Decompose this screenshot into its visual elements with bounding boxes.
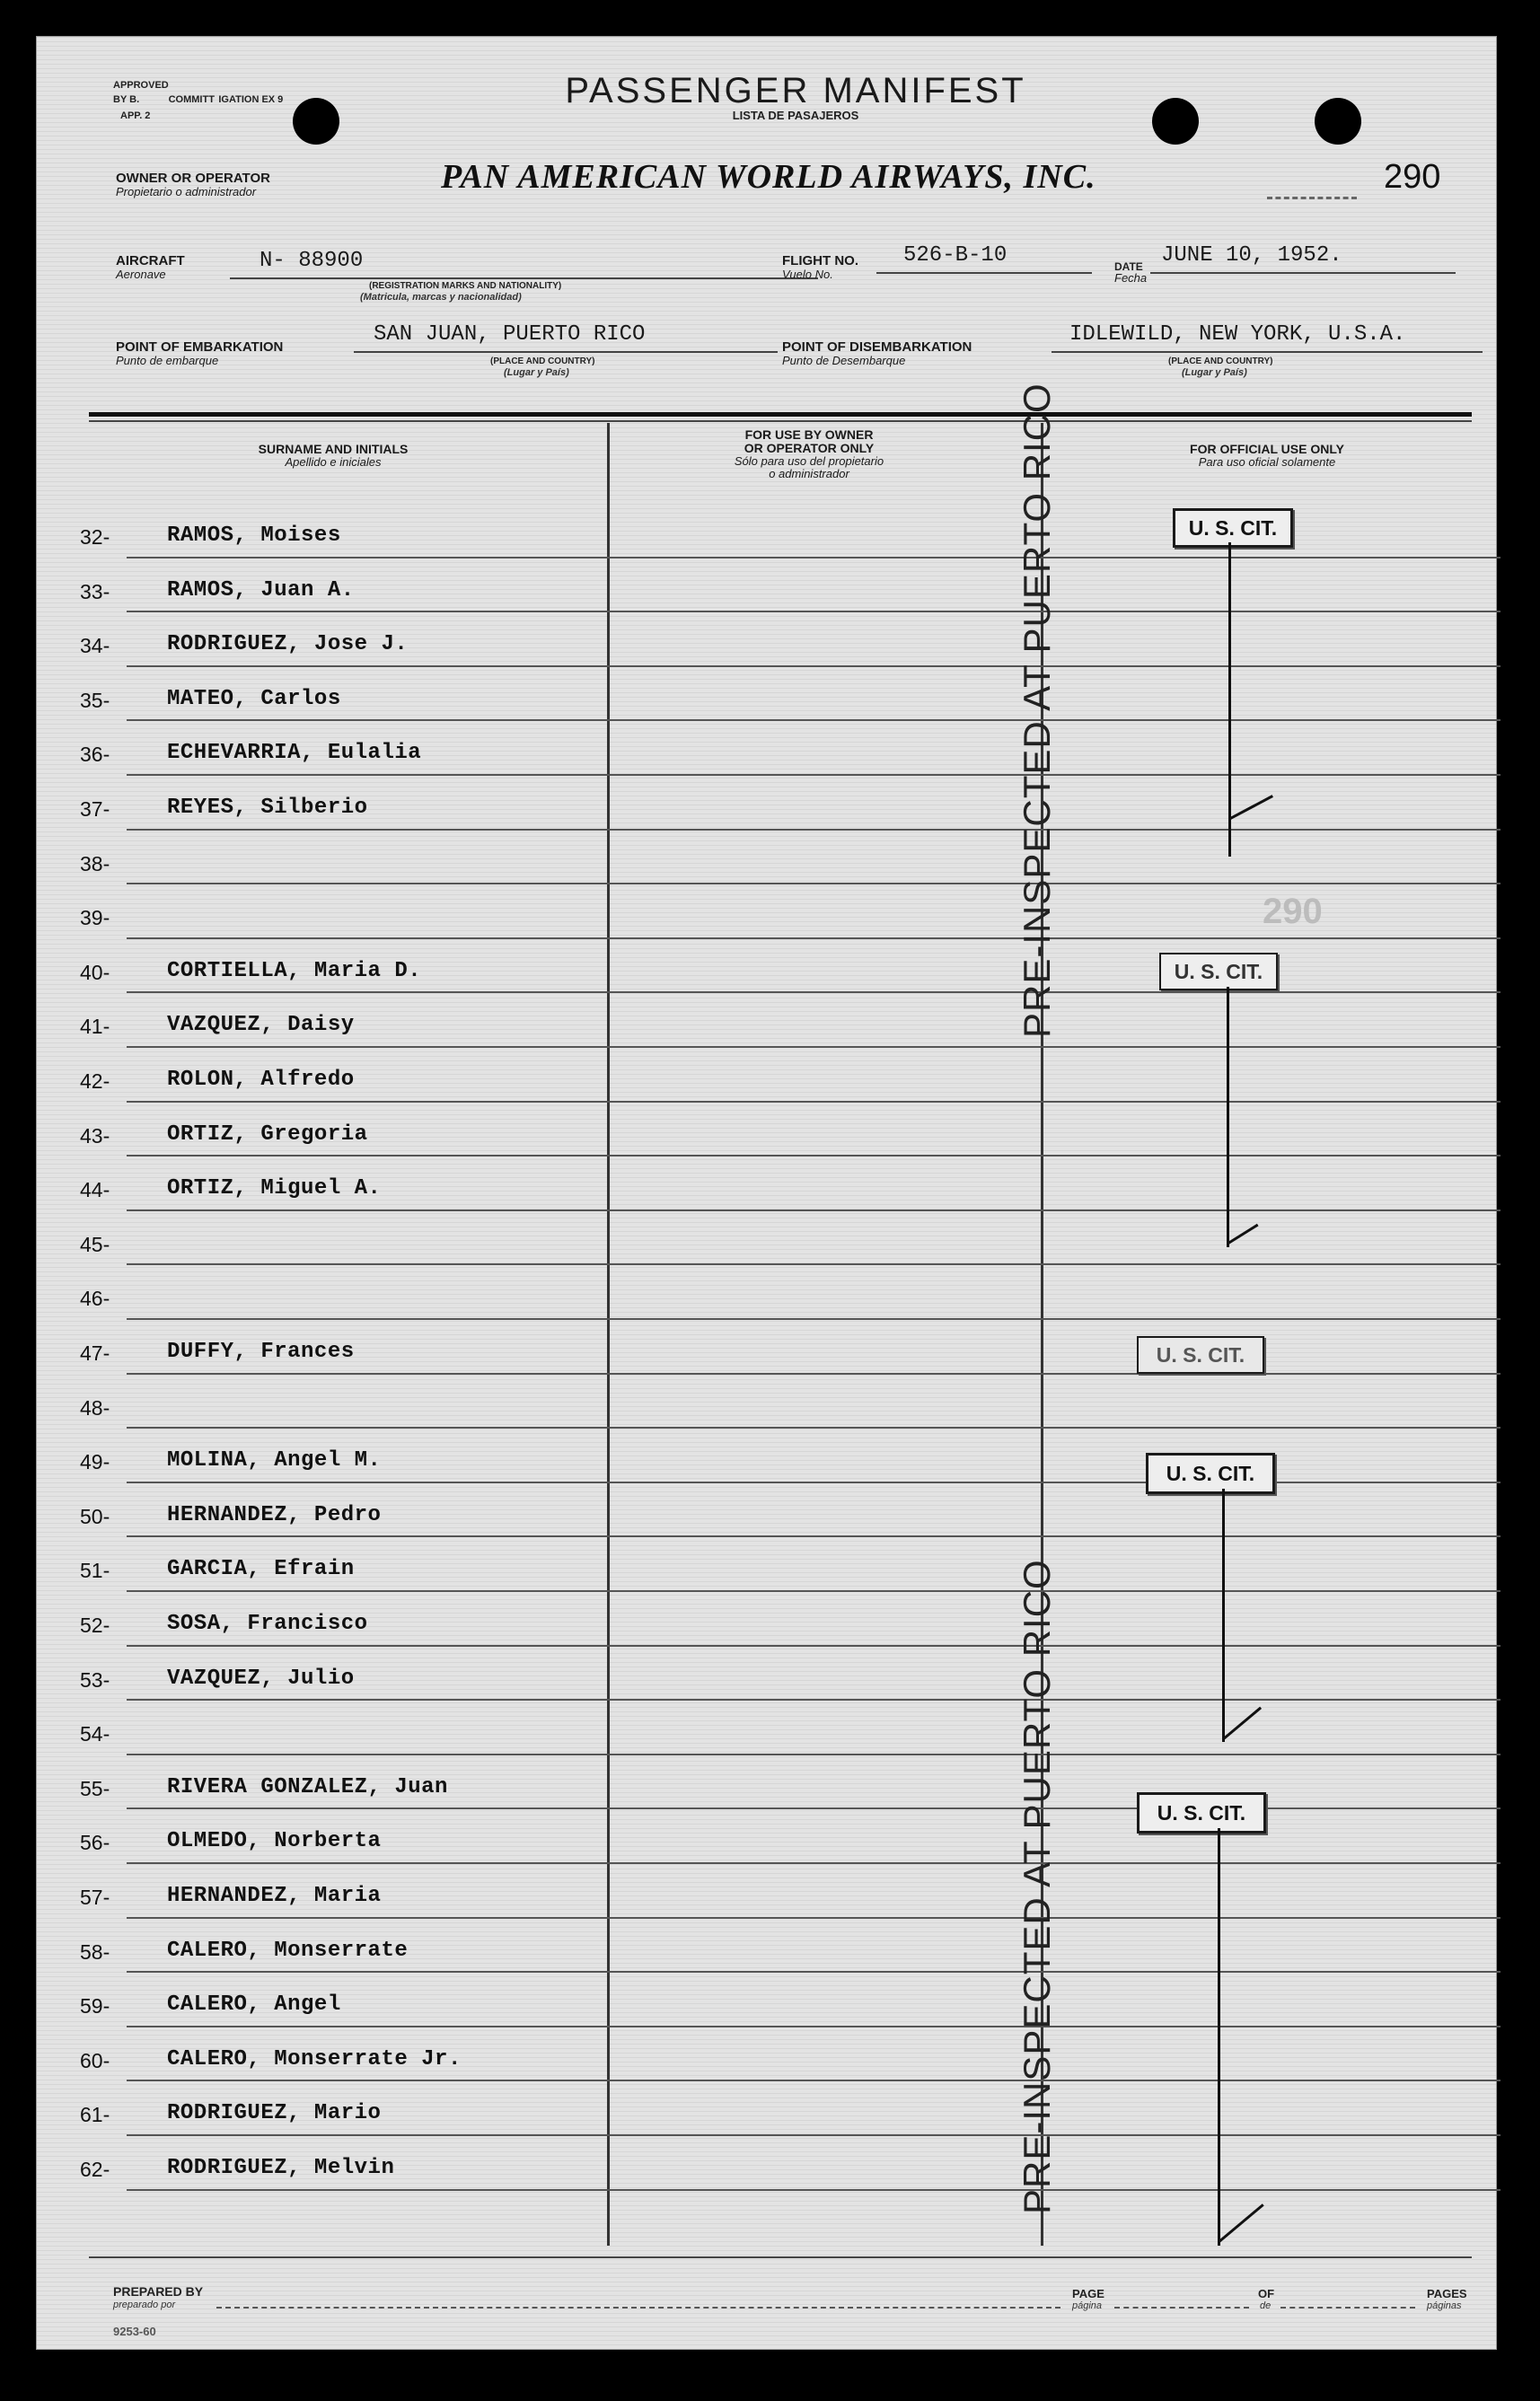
disembark-line bbox=[1052, 351, 1483, 353]
passenger-name: RAMOS, Juan A. bbox=[167, 577, 355, 602]
row-number: 42- bbox=[80, 1069, 110, 1093]
row-rule bbox=[127, 1971, 1500, 1973]
passenger-name: CALERO, Monserrate Jr. bbox=[167, 2046, 462, 2071]
row-number: 55- bbox=[80, 1776, 110, 1800]
punch-hole bbox=[1315, 98, 1361, 145]
manifest-sheet bbox=[36, 36, 1497, 2350]
bracket-tick bbox=[1218, 2203, 1264, 2243]
form-number: 9253-60 bbox=[113, 2325, 156, 2338]
row-number: 54- bbox=[80, 1722, 110, 1746]
row-number: 56- bbox=[80, 1831, 110, 1855]
row-number: 46- bbox=[80, 1287, 110, 1311]
bracket-tick bbox=[1228, 795, 1273, 820]
embark-value: SAN JUAN, PUERTO RICO bbox=[374, 322, 646, 347]
row-number: 41- bbox=[80, 1015, 110, 1039]
row-number: 37- bbox=[80, 797, 110, 821]
row-rule bbox=[127, 1535, 1500, 1537]
approved-line: APP. 2 bbox=[120, 110, 151, 121]
row-rule bbox=[127, 1427, 1500, 1429]
of-line bbox=[1280, 2307, 1415, 2309]
row-rule bbox=[127, 937, 1500, 939]
passenger-name: RODRIGUEZ, Jose J. bbox=[167, 632, 409, 657]
passenger-name: REYES, Silberio bbox=[167, 796, 368, 820]
aircraft-label: AIRCRAFT bbox=[116, 253, 185, 268]
row-number: 60- bbox=[80, 2048, 110, 2072]
row-number: 49- bbox=[80, 1450, 110, 1474]
page-number: 290 bbox=[1384, 158, 1441, 196]
us-citizen-stamp: U. S. CIT. bbox=[1173, 508, 1293, 548]
aircraft-value: N- 88900 bbox=[260, 249, 364, 273]
row-rule bbox=[127, 1917, 1500, 1919]
row-rule bbox=[127, 1482, 1500, 1483]
row-rule bbox=[127, 1645, 1500, 1647]
row-number: 40- bbox=[80, 960, 110, 984]
faint-page-number: 290 bbox=[1263, 892, 1323, 931]
row-rule bbox=[127, 1807, 1500, 1809]
passenger-name: RIVERA GONZALEZ, Juan bbox=[167, 1774, 448, 1799]
row-number: 47- bbox=[80, 1341, 110, 1365]
row-rule bbox=[127, 774, 1500, 776]
prepared-label: PREPARED BY bbox=[113, 2284, 204, 2299]
official-title-es: Para uso oficial solamente bbox=[1198, 455, 1336, 469]
owner-use-es: o administrador bbox=[769, 467, 849, 480]
disembark-place-note-es: (Lugar y País) bbox=[1182, 367, 1247, 378]
us-citizen-stamp: U. S. CIT. bbox=[1159, 953, 1278, 990]
passenger-name: ORTIZ, Gregoria bbox=[167, 1121, 368, 1147]
bracket-line bbox=[1227, 987, 1229, 1247]
passenger-name: SOSA, Francisco bbox=[167, 1612, 368, 1636]
prepared-label-es: preparado por bbox=[113, 2300, 176, 2310]
flight-value: 526-B-10 bbox=[903, 243, 1008, 268]
bracket-line bbox=[1218, 1828, 1220, 2246]
passenger-name: RODRIGUEZ, Mario bbox=[167, 2101, 382, 2126]
us-citizen-stamp: U. S. CIT. bbox=[1137, 1792, 1266, 1834]
approved-line: BY B. bbox=[113, 94, 140, 105]
row-number: 51- bbox=[80, 1559, 110, 1583]
embark-label-es: Punto de embarque bbox=[116, 354, 219, 367]
owner-use-title: OR OPERATOR ONLY bbox=[744, 441, 875, 455]
row-rule bbox=[127, 2189, 1500, 2191]
passenger-name: DUFFY, Frances bbox=[167, 1340, 355, 1364]
row-rule bbox=[127, 2080, 1500, 2081]
row-number: 61- bbox=[80, 2103, 110, 2127]
row-rule bbox=[127, 1209, 1500, 1211]
row-number: 32- bbox=[80, 525, 110, 549]
row-number: 53- bbox=[80, 1667, 110, 1692]
row-rule bbox=[127, 1046, 1500, 1048]
row-number: 57- bbox=[80, 1886, 110, 1909]
preinspected-stamp: PRE-INSPECTED AT PUERTO RICO bbox=[1016, 1559, 1058, 2214]
passenger-name: RAMOS, Moises bbox=[167, 523, 341, 548]
flight-label-es: Vuelo No. bbox=[782, 268, 833, 281]
row-number: 34- bbox=[80, 634, 110, 658]
us-citizen-stamp: U. S. CIT. bbox=[1137, 1336, 1264, 1374]
row-rule bbox=[127, 1263, 1500, 1265]
passenger-name: CALERO, Angel bbox=[167, 1992, 341, 2018]
surname-column-header bbox=[198, 443, 468, 469]
passenger-name: RODRIGUEZ, Melvin bbox=[167, 2156, 395, 2180]
surname-title: SURNAME AND INITIALS bbox=[258, 442, 409, 456]
row-rule bbox=[127, 883, 1500, 884]
passenger-name: MATEO, Carlos bbox=[167, 686, 341, 711]
page-label: PAGE bbox=[1072, 2287, 1104, 2300]
pages-label: PAGES bbox=[1427, 2287, 1467, 2300]
passenger-name: OLMEDO, Norberta bbox=[167, 1829, 382, 1854]
row-number: 45- bbox=[80, 1232, 110, 1256]
disembark-value: IDLEWILD, NEW YORK, U.S.A. bbox=[1069, 322, 1406, 347]
embark-label: POINT OF EMBARKATION bbox=[116, 339, 284, 355]
owner-label-es: Propietario o administrador bbox=[116, 185, 257, 198]
row-rule bbox=[127, 1590, 1500, 1592]
surname-title-es: Apellido e iniciales bbox=[285, 455, 382, 469]
registration-note-es: (Matricula, marcas y nacionalidad) bbox=[360, 292, 522, 303]
flight-label: FLIGHT NO. bbox=[782, 253, 858, 268]
row-rule bbox=[127, 1101, 1500, 1103]
embark-place-note: (PLACE AND COUNTRY) bbox=[490, 356, 595, 366]
row-number: 38- bbox=[80, 851, 110, 875]
passenger-name: CALERO, Monserrate bbox=[167, 1938, 409, 1963]
row-rule bbox=[127, 991, 1500, 993]
owner-use-column-header bbox=[674, 428, 944, 480]
date-label: DATE bbox=[1114, 260, 1143, 273]
approved-line: APPROVED bbox=[113, 80, 169, 91]
passenger-name: GARCIA, Efrain bbox=[167, 1557, 355, 1582]
row-number: 44- bbox=[80, 1178, 110, 1202]
approved-line: COMMITT bbox=[168, 94, 215, 105]
disembark-place-note: (PLACE AND COUNTRY) bbox=[1168, 356, 1273, 366]
approved-line: IGATION EX 9 bbox=[218, 94, 284, 105]
row-rule bbox=[127, 1862, 1500, 1864]
bracket-tick bbox=[1222, 1707, 1262, 1741]
date-value: JUNE 10, 1952. bbox=[1161, 243, 1342, 268]
row-number: 62- bbox=[80, 2158, 110, 2181]
of-label-es: de bbox=[1260, 2300, 1272, 2311]
passenger-name: ECHEVARRIA, Eulalia bbox=[167, 741, 422, 766]
owner-use-title: FOR USE BY OWNER bbox=[744, 427, 874, 442]
date-line bbox=[1150, 272, 1456, 274]
row-number: 48- bbox=[80, 1395, 110, 1420]
row-rule bbox=[127, 1318, 1500, 1320]
aircraft-label-es: Aeronave bbox=[116, 268, 166, 281]
prepared-line bbox=[216, 2307, 1060, 2309]
row-rule bbox=[127, 2134, 1500, 2136]
operator-name: PAN AMERICAN WORLD AIRWAYS, INC. bbox=[441, 158, 1096, 196]
page-title: PASSENGER MANIFEST bbox=[565, 71, 1026, 110]
row-rule bbox=[127, 829, 1500, 831]
official-column-header bbox=[1132, 443, 1402, 469]
row-rule bbox=[127, 1155, 1500, 1157]
row-number: 35- bbox=[80, 688, 110, 712]
row-number: 39- bbox=[80, 906, 110, 930]
us-citizen-stamp: U. S. CIT. bbox=[1146, 1453, 1275, 1494]
passenger-name: VAZQUEZ, Julio bbox=[167, 1666, 355, 1691]
preinspected-stamp: PRE-INSPECTED AT PUERTO RICO bbox=[1016, 383, 1058, 1038]
bracket-line bbox=[1228, 542, 1231, 857]
row-rule bbox=[127, 665, 1500, 667]
row-rule bbox=[127, 2026, 1500, 2027]
page-label-es: página bbox=[1072, 2300, 1103, 2311]
flight-line bbox=[876, 272, 1092, 274]
disembark-label: POINT OF DISEMBARKATION bbox=[782, 339, 972, 355]
row-rule bbox=[127, 1699, 1500, 1701]
page-title-es: LISTA DE PASAJEROS bbox=[732, 109, 859, 122]
owner-use-es: Sólo para uso del propietario bbox=[734, 454, 884, 468]
row-number: 59- bbox=[80, 1994, 110, 2018]
row-number: 43- bbox=[80, 1123, 110, 1148]
disembark-label-es: Punto de Desembarque bbox=[782, 354, 906, 367]
approved-block bbox=[113, 80, 302, 123]
embark-place-note-es: (Lugar y País) bbox=[504, 367, 569, 378]
passenger-name: ROLON, Alfredo bbox=[167, 1068, 355, 1092]
row-rule bbox=[127, 1754, 1500, 1755]
passenger-name: HERNANDEZ, Pedro bbox=[167, 1502, 382, 1527]
row-number: 50- bbox=[80, 1504, 110, 1528]
passenger-name: ORTIZ, Miguel A. bbox=[167, 1176, 382, 1201]
pages-label-es: páginas bbox=[1427, 2300, 1462, 2311]
header-rule-thin bbox=[89, 420, 1472, 422]
registration-note: (REGISTRATION MARKS AND NATIONALITY) bbox=[369, 281, 562, 291]
owner-label: OWNER OR OPERATOR bbox=[116, 171, 270, 186]
row-rule bbox=[127, 557, 1500, 558]
passenger-name: HERNANDEZ, Maria bbox=[167, 1884, 382, 1908]
row-rule bbox=[127, 1373, 1500, 1375]
page-line bbox=[1114, 2307, 1249, 2309]
page-number-dash bbox=[1267, 197, 1357, 199]
aircraft-line bbox=[230, 277, 818, 279]
embark-line bbox=[354, 351, 778, 353]
row-rule bbox=[127, 611, 1500, 612]
punch-hole bbox=[1152, 98, 1199, 145]
header-rule bbox=[89, 412, 1472, 417]
of-label: OF bbox=[1258, 2287, 1275, 2300]
date-label-es: Fecha bbox=[1114, 271, 1148, 285]
row-number: 36- bbox=[80, 743, 110, 767]
passenger-name: MOLINA, Angel M. bbox=[167, 1448, 382, 1473]
row-number: 58- bbox=[80, 1939, 110, 1964]
row-number: 33- bbox=[80, 579, 110, 603]
passenger-name: CORTIELLA, Maria D. bbox=[167, 958, 422, 983]
bracket-line bbox=[1222, 1489, 1225, 1742]
row-rule bbox=[127, 719, 1500, 721]
passenger-name: VAZQUEZ, Daisy bbox=[167, 1013, 355, 1038]
row-number: 52- bbox=[80, 1614, 110, 1637]
official-title: FOR OFFICIAL USE ONLY bbox=[1190, 442, 1344, 456]
bracket-tick bbox=[1227, 1224, 1259, 1245]
footer-rule bbox=[89, 2256, 1472, 2258]
